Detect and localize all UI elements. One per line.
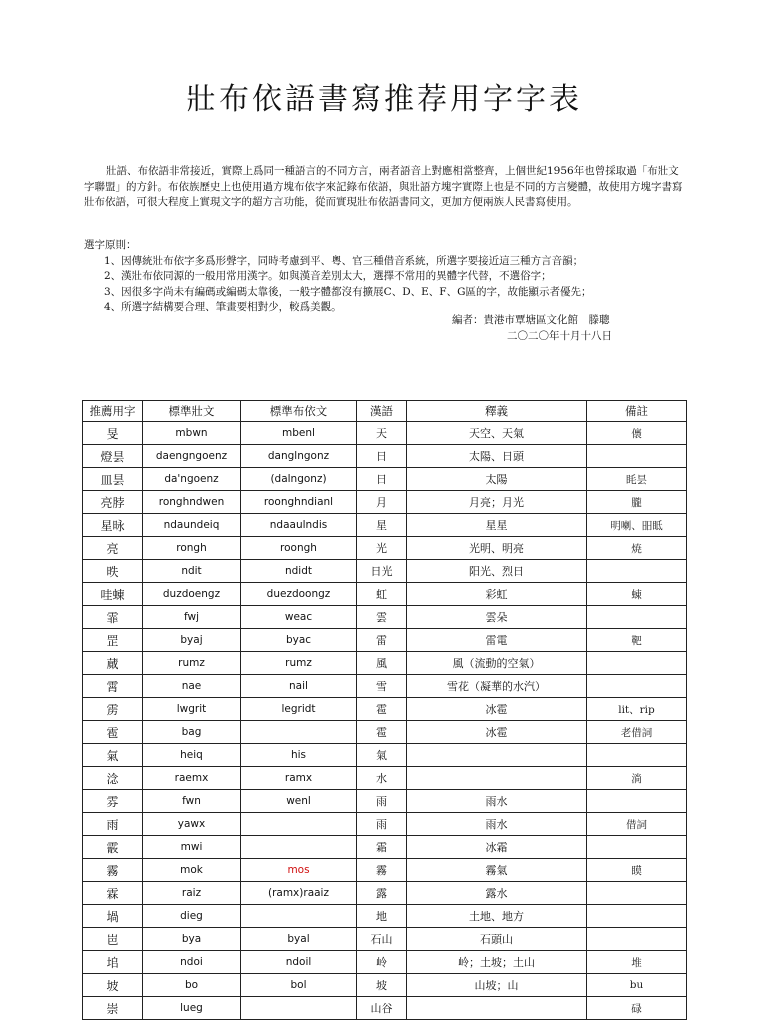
cell-meaning <box>407 744 587 767</box>
cell-standard-bouyei: ndaaulndis <box>241 514 357 537</box>
intro-paragraph: 壯語、布依語非常接近，實際上爲同一種語言的不同方言，兩者語音上對應相當整齊，上個世紀1956年也曾採取過「布壯文字聯盟」的方針。布依族歷史上也使用過方塊布依字來記錄布依語，與壯語方塊字實際上也是不同的方言變體，故使用方塊字書寫壯布依語，可很大程度上實現文字的超方言功能，從而實現壯布依語書同文，更加方便兩族人民書寫使用。 <box>84 165 683 208</box>
table-row <box>83 514 687 537</box>
cell-chinese: 天 <box>357 422 407 445</box>
table-row <box>83 813 687 836</box>
cell-standard-bouyei: duezdoongz <box>241 583 357 606</box>
table-header-row <box>83 401 687 422</box>
cell-standard-zhuang: nae <box>143 675 241 698</box>
cell-notes: 瞙 <box>587 859 687 882</box>
cell-recommended-char: 淰 <box>83 767 143 790</box>
table-row <box>83 905 687 928</box>
cell-standard-zhuang: duzdoengz <box>143 583 241 606</box>
cell-chinese: 雷 <box>357 629 407 652</box>
cell-chinese: 氣 <box>357 744 407 767</box>
principles-section <box>84 238 684 316</box>
cell-meaning: 土地、地方 <box>407 905 587 928</box>
table-row <box>83 790 687 813</box>
cell-chinese: 日 <box>357 445 407 468</box>
cell-notes <box>587 606 687 629</box>
cell-notes <box>587 882 687 905</box>
cell-standard-bouyei: roonghndianl <box>241 491 357 514</box>
cell-meaning: 冰霜 <box>407 836 587 859</box>
cell-recommended-char: 昳 <box>83 560 143 583</box>
cell-standard-bouyei: ndidt <box>241 560 357 583</box>
cell-recommended-char: 亮脖 <box>83 491 143 514</box>
principles-heading: 選字原則： <box>84 239 137 251</box>
cell-standard-bouyei: legridt <box>241 698 357 721</box>
cell-recommended-char: 霏 <box>83 606 143 629</box>
cell-notes: 焼 <box>587 537 687 560</box>
principle-item: 4、所選字結構要合理、筆畫要相對少，較爲美觀。 <box>104 301 342 313</box>
cell-standard-zhuang: byaj <box>143 629 241 652</box>
cell-meaning <box>407 767 587 790</box>
table-row <box>83 721 687 744</box>
cell-recommended-char: 雹 <box>83 721 143 744</box>
cell-notes: 靶 <box>587 629 687 652</box>
cell-notes <box>587 445 687 468</box>
cell-meaning: 天空、天氣 <box>407 422 587 445</box>
table-row <box>83 445 687 468</box>
cell-meaning: 雪花（凝華的水汽） <box>407 675 587 698</box>
cell-meaning: 雨水 <box>407 813 587 836</box>
cell-standard-zhuang: heiq <box>143 744 241 767</box>
cell-notes: 堆 <box>587 951 687 974</box>
table-row <box>83 652 687 675</box>
cell-standard-zhuang: bag <box>143 721 241 744</box>
cell-recommended-char: 罡 <box>83 629 143 652</box>
cell-standard-zhuang: dieg <box>143 905 241 928</box>
header-chinese: 漢語 <box>357 401 407 422</box>
cell-chinese: 岭 <box>357 951 407 974</box>
cell-recommended-char: 岜 <box>83 928 143 951</box>
cell-meaning: 岭；土坡；土山 <box>407 951 587 974</box>
cell-meaning: 風（流動的空氣） <box>407 652 587 675</box>
cell-standard-bouyei: rumz <box>241 652 357 675</box>
cell-standard-zhuang: raemx <box>143 767 241 790</box>
cell-recommended-char: 旻 <box>83 422 143 445</box>
cell-notes: 朧 <box>587 491 687 514</box>
cell-standard-bouyei: nail <box>241 675 357 698</box>
cell-standard-bouyei <box>241 721 357 744</box>
table-row <box>83 859 687 882</box>
cell-standard-bouyei: wenl <box>241 790 357 813</box>
cell-notes: 淌 <box>587 767 687 790</box>
cell-chinese: 虹 <box>357 583 407 606</box>
cell-meaning: 雲朵 <box>407 606 587 629</box>
cell-meaning: 石頭山 <box>407 928 587 951</box>
cell-standard-zhuang: ndaundeiq <box>143 514 241 537</box>
cell-notes: lit、rip <box>587 698 687 721</box>
cell-standard-zhuang: da'ngoenz <box>143 468 241 491</box>
cell-chinese: 風 <box>357 652 407 675</box>
cell-standard-bouyei: weac <box>241 606 357 629</box>
cell-meaning: 星星 <box>407 514 587 537</box>
cell-meaning: 阳光、烈日 <box>407 560 587 583</box>
cell-recommended-char: 雨 <box>83 813 143 836</box>
author-block <box>452 313 652 344</box>
cell-standard-zhuang: mbwn <box>143 422 241 445</box>
cell-recommended-char: 霧 <box>83 859 143 882</box>
cell-recommended-char: 雰 <box>83 790 143 813</box>
cell-recommended-char: 坡 <box>83 974 143 997</box>
cell-chinese: 霧 <box>357 859 407 882</box>
cell-standard-zhuang: rongh <box>143 537 241 560</box>
cell-standard-zhuang: lueg <box>143 997 241 1020</box>
cell-recommended-char: 蕆 <box>83 652 143 675</box>
header-notes: 備註 <box>587 401 687 422</box>
cell-recommended-char: 崇 <box>83 997 143 1020</box>
cell-notes: 蝀 <box>587 583 687 606</box>
cell-standard-zhuang: raiz <box>143 882 241 905</box>
cell-standard-bouyei: roongh <box>241 537 357 560</box>
date-line: 二〇二〇年十月十八日 <box>507 329 612 342</box>
header-meaning: 釋義 <box>407 401 587 422</box>
cell-chinese: 雹 <box>357 698 407 721</box>
cell-meaning: 霧氣 <box>407 859 587 882</box>
cell-recommended-char: 皿昙 <box>83 468 143 491</box>
cell-standard-bouyei <box>241 836 357 859</box>
table-row <box>83 675 687 698</box>
cell-meaning: 彩虹 <box>407 583 587 606</box>
cell-meaning <box>407 997 587 1020</box>
document-title: 壯布依語書寫推荐用字字表 <box>186 82 582 117</box>
table-row <box>83 744 687 767</box>
cell-standard-bouyei: (ramx)raaiz <box>241 882 357 905</box>
cell-standard-bouyei: danglngonz <box>241 445 357 468</box>
cell-chinese: 石山 <box>357 928 407 951</box>
cell-notes: 明喇、昍眡 <box>587 514 687 537</box>
cell-standard-zhuang: ronghndwen <box>143 491 241 514</box>
cell-standard-zhuang: fwn <box>143 790 241 813</box>
table-row <box>83 606 687 629</box>
cell-chinese: 露 <box>357 882 407 905</box>
cell-recommended-char: 燈昙 <box>83 445 143 468</box>
table-row <box>83 422 687 445</box>
table-row <box>83 629 687 652</box>
cell-chinese: 星 <box>357 514 407 537</box>
cell-chinese: 雨 <box>357 813 407 836</box>
cell-recommended-char: 霄 <box>83 675 143 698</box>
cell-meaning: 雷電 <box>407 629 587 652</box>
cell-standard-zhuang: ndoi <box>143 951 241 974</box>
cell-chinese: 山谷 <box>357 997 407 1020</box>
cell-recommended-char: 霖 <box>83 882 143 905</box>
cell-notes: 碌 <box>587 997 687 1020</box>
table-row <box>83 767 687 790</box>
cell-standard-zhuang: bya <box>143 928 241 951</box>
principle-item: 2、漢壯布依同源的一般用常用漢字。如與漢音差別太大，選擇不常用的異體字代替，不選俗字； <box>104 270 552 282</box>
cell-notes: 㒟 <box>587 422 687 445</box>
table-row <box>83 560 687 583</box>
cell-notes: 眊昙 <box>587 468 687 491</box>
cell-notes <box>587 744 687 767</box>
cell-standard-bouyei <box>241 997 357 1020</box>
header-standard-zhuang: 標準壯文 <box>143 401 241 422</box>
cell-meaning: 光明、明亮 <box>407 537 587 560</box>
cell-standard-zhuang: ndit <box>143 560 241 583</box>
cell-chinese: 雪 <box>357 675 407 698</box>
cell-chinese: 日 <box>357 468 407 491</box>
cell-meaning: 露水 <box>407 882 587 905</box>
table-row <box>83 491 687 514</box>
cell-chinese: 日光 <box>357 560 407 583</box>
cell-notes <box>587 836 687 859</box>
principle-item: 3、因很多字尚未有編碼或編碼太靠後，一般字體都沒有擴展C、D、E、F、G區的字，故能顯示者優先； <box>104 285 592 298</box>
cell-standard-bouyei: bol <box>241 974 357 997</box>
cell-notes <box>587 560 687 583</box>
cell-chinese: 雨 <box>357 790 407 813</box>
cell-recommended-char: 星昹 <box>83 514 143 537</box>
principle-item: 1、因傳統壯布依字多爲形聲字，同時考慮到平、粵、官三種借音系統，所選字要接近這三種方言音韻； <box>104 254 584 267</box>
cell-recommended-char: 堝 <box>83 905 143 928</box>
header-standard-bouyei: 標準布依文 <box>241 401 357 422</box>
cell-standard-bouyei: ndoil <box>241 951 357 974</box>
cell-notes <box>587 928 687 951</box>
cell-standard-bouyei: mos <box>241 859 357 882</box>
cell-standard-bouyei: mbenl <box>241 422 357 445</box>
cell-meaning: 冰雹 <box>407 721 587 744</box>
author-line: 編者：貴港市覃塘區文化館 滕聰 <box>452 314 610 326</box>
cell-standard-zhuang: rumz <box>143 652 241 675</box>
cell-standard-bouyei: byal <box>241 928 357 951</box>
cell-notes: 老借詞 <box>587 721 687 744</box>
cell-standard-zhuang: bo <box>143 974 241 997</box>
table-row <box>83 698 687 721</box>
cell-chinese: 坡 <box>357 974 407 997</box>
cell-standard-bouyei: ramx <box>241 767 357 790</box>
table-row <box>83 951 687 974</box>
cell-recommended-char: 霰 <box>83 836 143 859</box>
cell-standard-zhuang: yawx <box>143 813 241 836</box>
cell-recommended-char: 垖 <box>83 951 143 974</box>
table-row <box>83 928 687 951</box>
table-row <box>83 468 687 491</box>
cell-standard-bouyei: byac <box>241 629 357 652</box>
cell-meaning: 月亮；月光 <box>407 491 587 514</box>
cell-chinese: 霜 <box>357 836 407 859</box>
cell-recommended-char: 氣 <box>83 744 143 767</box>
cell-chinese: 水 <box>357 767 407 790</box>
table-row <box>83 882 687 905</box>
cell-notes <box>587 790 687 813</box>
table-body <box>83 422 687 1020</box>
cell-chinese: 地 <box>357 905 407 928</box>
cell-chinese: 光 <box>357 537 407 560</box>
cell-standard-bouyei: (dalngonz) <box>241 468 357 491</box>
cell-standard-zhuang: mok <box>143 859 241 882</box>
cell-notes <box>587 675 687 698</box>
cell-notes: bu <box>587 974 687 997</box>
cell-notes <box>587 905 687 928</box>
cell-recommended-char: 雳 <box>83 698 143 721</box>
cell-meaning: 冰雹 <box>407 698 587 721</box>
table-row <box>83 836 687 859</box>
table-row <box>83 583 687 606</box>
cell-chinese: 雹 <box>357 721 407 744</box>
table-row <box>83 537 687 560</box>
cell-meaning: 雨水 <box>407 790 587 813</box>
table-row <box>83 997 687 1020</box>
cell-standard-zhuang: fwj <box>143 606 241 629</box>
cell-meaning: 山坡；山 <box>407 974 587 997</box>
header-recommended-char: 推薦用字 <box>83 401 143 422</box>
cell-meaning: 太陽、日頭 <box>407 445 587 468</box>
cell-standard-bouyei: his <box>241 744 357 767</box>
cell-standard-zhuang: daengngoenz <box>143 445 241 468</box>
cell-standard-bouyei <box>241 905 357 928</box>
cell-standard-zhuang: mwi <box>143 836 241 859</box>
cell-meaning: 太陽 <box>407 468 587 491</box>
cell-chinese: 月 <box>357 491 407 514</box>
cell-chinese: 雲 <box>357 606 407 629</box>
cell-notes: 借詞 <box>587 813 687 836</box>
cell-notes <box>587 652 687 675</box>
character-table <box>82 400 687 1020</box>
cell-standard-bouyei <box>241 813 357 836</box>
cell-standard-zhuang: lwgrit <box>143 698 241 721</box>
cell-recommended-char: 亮 <box>83 537 143 560</box>
table-row <box>83 974 687 997</box>
cell-recommended-char: 哇蝀 <box>83 583 143 606</box>
